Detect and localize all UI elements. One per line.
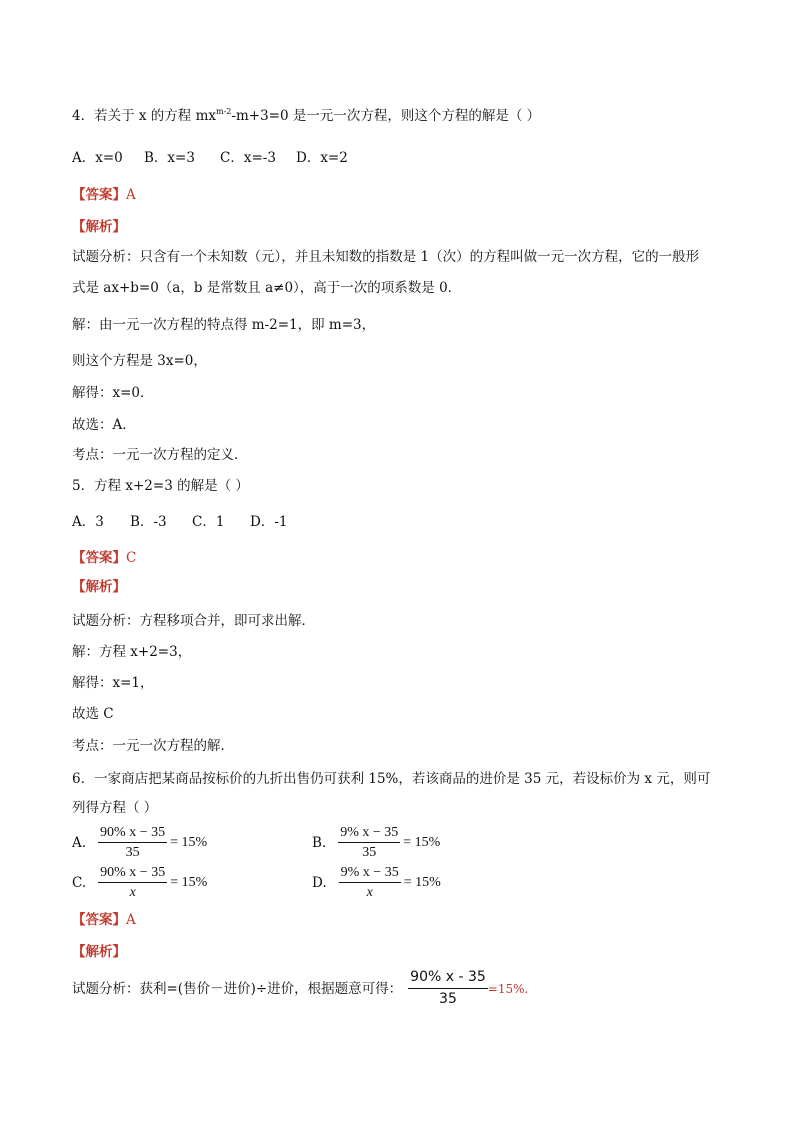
q4-solution-line-1: 解：由一元一次方程的特点得 m-2=1，即 m=3，	[72, 317, 376, 333]
q6-option-b-rhs: = 15%	[403, 834, 441, 850]
q6-option-c-numerator: 90% x − 35	[98, 864, 167, 883]
q6-option-c	[72, 864, 207, 901]
q6-answer-tag: 【答案】	[72, 912, 126, 928]
q6-option-b-numerator: 9% x − 35	[338, 824, 400, 843]
q5-analysis-tag: 【解析】	[72, 579, 126, 595]
q6-option-a-numerator: 90% x − 35	[98, 824, 167, 843]
q4-option-d: D．x=2	[296, 150, 348, 166]
q6-option-d-denominator: x	[366, 885, 373, 900]
q4-analysis-line-1: 试题分析：只含有一个未知数（元），并且未知数的指数是 1（次）的方程叫做一元一次方程，它的一般形	[72, 249, 700, 265]
q4-stem-exponent: m-2	[216, 107, 232, 116]
q6-option-c-label: C.	[72, 874, 87, 891]
q6-analysis-numerator: 90% x - 35	[408, 968, 488, 989]
q5-options	[72, 513, 287, 531]
q4-answer-value: A	[126, 187, 136, 203]
q6-option-b-denominator: 35	[362, 845, 377, 860]
q6-analysis-tag: 【解析】	[72, 944, 126, 960]
q6-stem-line-1: 6．一家商店把某商品按标价的九折出售仍可获利 15%，若该商品的进价是 35 元，若设标价为 x 元，则可	[72, 771, 711, 787]
q6-option-d-label: D.	[312, 874, 327, 891]
q4-analysis-tag: 【解析】	[72, 219, 126, 235]
q4-answer-tag: 【答案】	[72, 187, 126, 203]
q4-stem	[72, 107, 540, 125]
q6-option-c-rhs: = 15%	[170, 874, 208, 890]
q4-analysis-line-2: 式是 ax+b=0（a，b 是常数且 a≠0），高于一次的项系数是 0．	[72, 280, 462, 296]
q6-analysis-denominator: 35	[439, 991, 457, 1007]
q5-stem: 5．方程 x+2=3 的解是（ ）	[72, 478, 249, 494]
q5-option-b: B．-3	[130, 514, 167, 530]
q5-option-a: A．3	[72, 514, 104, 530]
q6-option-a-label: A.	[72, 834, 87, 851]
q5-analysis-line-1: 试题分析：方程移项合并，即可求出解．	[72, 613, 315, 629]
q6-answer	[72, 911, 136, 929]
q6-option-d	[312, 864, 441, 901]
q5-solution-line-1: 解：方程 x+2=3，	[72, 644, 192, 660]
q5-answer	[72, 549, 136, 567]
q6-analysis-result: =15%.	[487, 981, 529, 996]
q4-solution-line-3: 解得：x=0．	[72, 385, 154, 401]
q6-option-b-label: B.	[312, 834, 327, 851]
q6-option-c-fraction	[98, 864, 167, 901]
q5-answer-value: C	[126, 550, 137, 566]
q4-solution-line-2: 则这个方程是 3x=0，	[72, 353, 207, 369]
q4-option-c: C．x=-3	[220, 150, 276, 166]
q6-option-d-rhs: = 15%	[403, 874, 441, 890]
q5-answer-tag: 【答案】	[72, 550, 126, 566]
q6-option-d-fraction	[339, 864, 401, 901]
q5-knowledge-point: 考点：一元一次方程的解．	[72, 738, 234, 754]
q6-option-c-denominator: x	[129, 885, 136, 900]
q4-knowledge-point: 考点：一元一次方程的定义．	[72, 447, 248, 463]
q5-option-d: D．-1	[250, 514, 288, 530]
q6-analysis-fraction	[408, 968, 488, 1009]
q6-option-d-numerator: 9% x − 35	[339, 864, 401, 883]
q5-solution-line-3: 故选 C	[72, 706, 114, 722]
q6-option-a	[72, 824, 207, 861]
q4-stem-part-1: 4．若关于 x 的方程 mx	[72, 108, 216, 124]
q6-option-b-fraction	[338, 824, 400, 861]
q6-stem-line-2: 列得方程（ ）	[72, 800, 158, 816]
q6-option-a-rhs: = 15%	[170, 834, 208, 850]
q6-analysis-line	[72, 968, 528, 1009]
q5-solution-line-2: 解得：x=1，	[72, 675, 154, 691]
q4-solution-line-4: 故选：A．	[72, 417, 136, 433]
q6-option-a-denominator: 35	[125, 845, 140, 860]
q4-option-a: A．x=0	[72, 150, 123, 166]
q5-option-c: C．1	[192, 514, 225, 530]
q4-answer	[72, 186, 136, 204]
q4-option-b: B．x=3	[144, 150, 195, 166]
q4-options	[72, 149, 348, 167]
q6-analysis-text: 试题分析：获利=(售价－进价)÷进价，根据题意可得：	[72, 980, 403, 997]
q6-option-a-fraction	[98, 824, 167, 861]
q6-option-b	[312, 824, 440, 861]
q6-answer-value: A	[126, 912, 136, 928]
q4-stem-part-2: -m+3=0 是一元一次方程，则这个方程的解是（ ）	[231, 108, 541, 124]
